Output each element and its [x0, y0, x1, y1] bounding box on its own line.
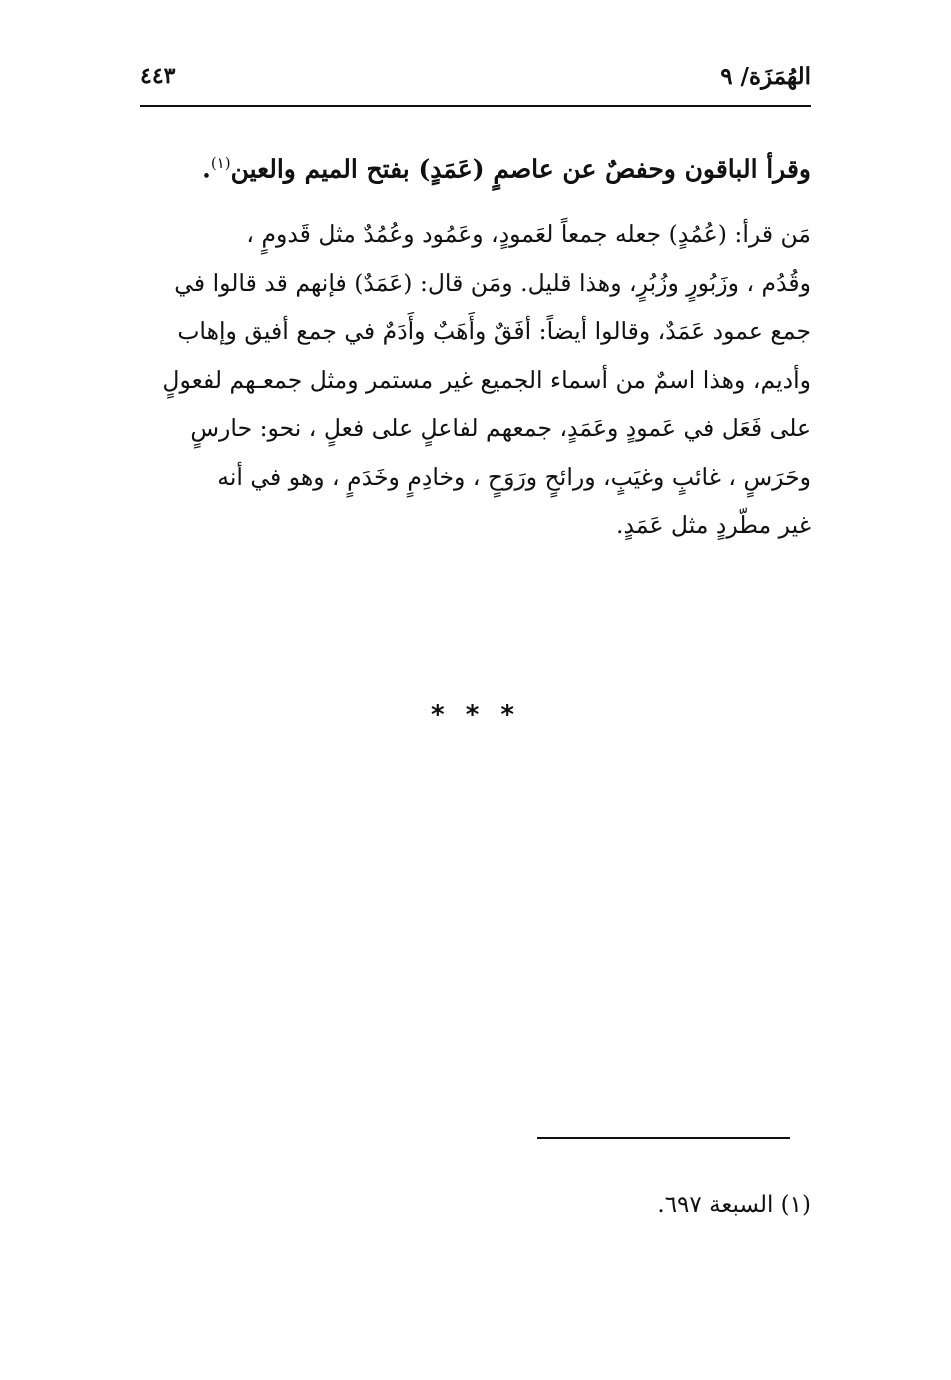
lead-end: .	[202, 154, 211, 184]
running-head	[140, 58, 811, 94]
body-line: وقُدُم ، وزَبُورٍ وزُبُرٍ، وهذا قليل. ومَن قال: (عَمَدٌ) فإنهم قد قالوا في	[174, 268, 811, 297]
lead-text: وقرأ الباقون وحفصٌ عن عاصمٍ (عَمَدٍ) بفتح الميم والعين	[230, 154, 811, 184]
footnote-marker: (١)	[210, 154, 231, 172]
section-divider: * * *	[431, 700, 520, 730]
page-number: ٤٤٣	[140, 63, 176, 89]
surah-reference: الهُمَزَة/ ٩	[720, 62, 811, 90]
body-line: مَن قرأ: (عُمُدٍ) جعله جمعاً لعَمودٍ، وعَمُود وعُمُدٌ مثل قَدومٍ ،	[246, 220, 811, 248]
body-line: وحَرَسٍ ، غائبٍ وغيَبٍ، ورائحٍ ورَوَحٍ ، وخادِمٍ وخَدَمٍ ، وهو في أنه	[217, 462, 811, 491]
body-paragraph	[140, 210, 811, 550]
body-line: وأديم، وهذا اسمٌ من أسماء الجميع غير مستمر ومثل جمعـهم لفعولٍ	[162, 365, 811, 394]
header-rule	[140, 105, 811, 107]
lead-sentence	[140, 140, 811, 192]
footnote-rule	[537, 1137, 790, 1139]
footnote: (١) السبعة ٦٩٧.	[657, 1192, 811, 1218]
body-line: غير مطّردٍ مثل عَمَدٍ.	[616, 511, 811, 539]
body-line: جمع عمود عَمَدٌ، وقالوا أيضاً: أفَقٌ وأَهَبٌ وأَدَمٌ في جمع أفيق وإهاب	[177, 317, 811, 345]
body-line: على فَعَل في عَمودٍ وعَمَدٍ، جمعهم لفاعلٍ على فعلٍ ، نحو: حارسٍ	[190, 414, 811, 442]
